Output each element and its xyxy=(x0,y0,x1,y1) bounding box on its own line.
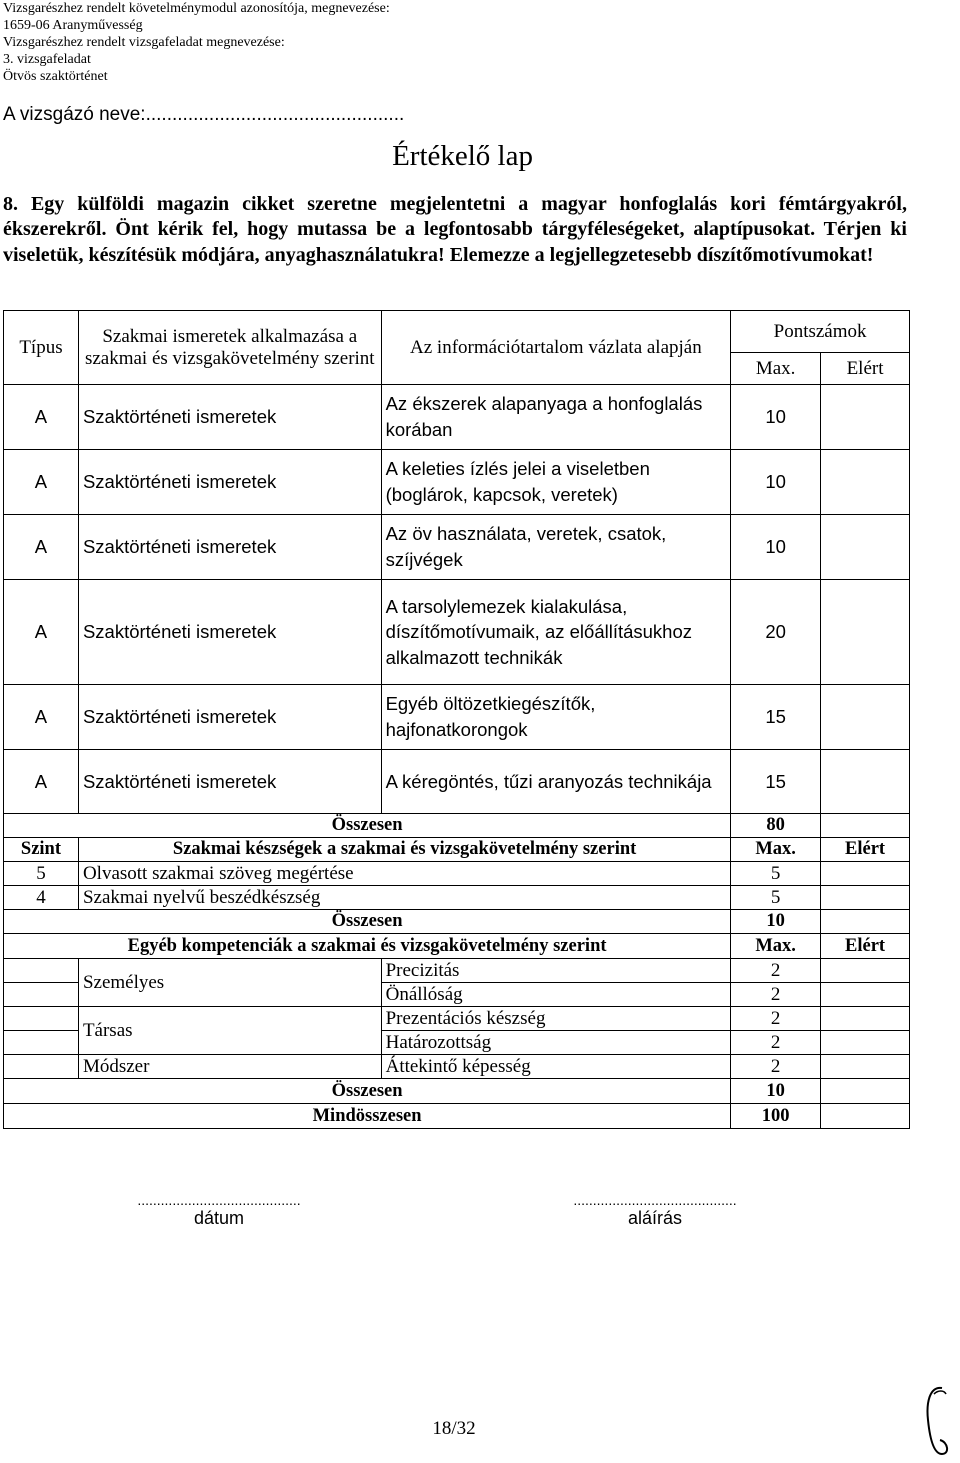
candidate-name-field: A vizsgázó neve:................................................. xyxy=(3,104,405,125)
row-spacer xyxy=(4,959,79,983)
row-max: 2 xyxy=(731,1055,821,1079)
row-knowledge: Szaktörténeti ismeretek xyxy=(78,750,381,814)
row-outline: A keleties ízlés jelei a viseletben (boglárok, kapcsok, veretek) xyxy=(381,450,731,515)
row-outline: Az ékszerek alapanyaga a honfoglalás korában xyxy=(381,385,731,450)
page-title-wrap xyxy=(0,140,908,173)
date-label: dátum xyxy=(193,1208,245,1228)
row-max: 2 xyxy=(731,983,821,1007)
row-achieved-cell[interactable] xyxy=(821,580,910,685)
col-header-achieved: Elért xyxy=(821,838,910,862)
row-max: 2 xyxy=(731,1007,821,1031)
table2-total-row xyxy=(4,910,910,934)
row-achieved-cell[interactable] xyxy=(821,1055,910,1079)
table-row xyxy=(4,450,910,515)
row-knowledge: Szaktörténeti ismeretek xyxy=(78,580,381,685)
total-max: 80 xyxy=(731,814,821,838)
table1-total-row xyxy=(4,814,910,838)
row-knowledge: Szaktörténeti ismeretek xyxy=(78,450,381,515)
table-row xyxy=(4,1055,910,1079)
grand-total-row xyxy=(4,1104,910,1129)
row-max: 10 xyxy=(731,515,821,580)
row-type: A xyxy=(4,750,79,814)
col-header-achieved: Elért xyxy=(821,353,910,385)
total-achieved-cell[interactable] xyxy=(821,1079,910,1104)
table2-header-row xyxy=(4,838,910,862)
table-row xyxy=(4,385,910,450)
header-line: Vizsgarészhez rendelt vizsgafeladat megnevezése: xyxy=(3,35,285,50)
row-max: 5 xyxy=(731,862,821,886)
row-achieved-cell[interactable] xyxy=(821,1007,910,1031)
row-max: 2 xyxy=(731,1031,821,1055)
row-max: 15 xyxy=(731,685,821,750)
row-group: Társas xyxy=(78,1007,381,1055)
table3-header-row xyxy=(4,934,910,959)
row-achieved-cell[interactable] xyxy=(821,983,910,1007)
row-level: 4 xyxy=(4,886,79,910)
row-level: 5 xyxy=(4,862,79,886)
row-knowledge: Szaktörténeti ismeretek xyxy=(78,515,381,580)
total-achieved-cell[interactable] xyxy=(821,910,910,934)
total-label: Összesen xyxy=(4,814,731,838)
grand-total-achieved-cell[interactable] xyxy=(821,1104,910,1129)
col-header-achieved: Elért xyxy=(821,934,910,959)
row-knowledge: Szaktörténeti ismeretek xyxy=(78,385,381,450)
row-achieved-cell[interactable] xyxy=(821,862,910,886)
row-max: 10 xyxy=(731,450,821,515)
row-outline: A kéregöntés, tűzi aranyozás technikája xyxy=(381,750,731,814)
row-spacer xyxy=(4,1031,79,1055)
row-spacer xyxy=(4,983,79,1007)
total-achieved-cell[interactable] xyxy=(821,814,910,838)
row-max: 15 xyxy=(731,750,821,814)
row-achieved-cell[interactable] xyxy=(821,1031,910,1055)
page-number: 18/32 xyxy=(432,1418,476,1439)
row-group: Módszer xyxy=(78,1055,381,1079)
row-achieved-cell[interactable] xyxy=(821,959,910,983)
row-knowledge: Szaktörténeti ismeretek xyxy=(78,685,381,750)
row-spacer xyxy=(4,1055,79,1079)
row-achieved-cell[interactable] xyxy=(821,750,910,814)
col-header-level: Szint xyxy=(4,838,79,862)
table-row xyxy=(4,1007,910,1031)
row-type: A xyxy=(4,580,79,685)
header-line: 1659-06 Aranyművesség xyxy=(3,18,143,33)
total-label: Összesen xyxy=(4,1079,731,1104)
row-outline: A tarsolylemezek kialakulása, díszítőmotívumaik, az előállításukhoz alkalmazott technikák xyxy=(381,580,731,685)
col-header-skills: Szakmai készségek a szakmai és vizsgakövetelmény szerint xyxy=(78,838,730,862)
total-label: Összesen xyxy=(4,910,731,934)
total-max: 10 xyxy=(731,1079,821,1104)
signature-block xyxy=(524,1192,786,1229)
col-header-competencies: Egyéb kompetenciák a szakmai és vizsgakövetelmény szerint xyxy=(4,934,731,959)
page-title: Értékelő lap xyxy=(392,140,533,172)
table-row xyxy=(4,580,910,685)
row-outline: Egyéb öltözetkiegészítők, hajfonatkorongok xyxy=(381,685,731,750)
document-header xyxy=(3,0,390,85)
row-type: A xyxy=(4,515,79,580)
header-line: 3. vizsgafeladat xyxy=(3,52,91,67)
row-achieved-cell[interactable] xyxy=(821,886,910,910)
row-achieved-cell[interactable] xyxy=(821,450,910,515)
table-row xyxy=(4,685,910,750)
row-achieved-cell[interactable] xyxy=(821,515,910,580)
signature-dots: .......................................... xyxy=(573,1192,737,1208)
row-skill: Olvasott szakmai szöveg megértése xyxy=(78,862,730,886)
date-dots: .......................................... xyxy=(137,1192,301,1208)
grand-total-max: 100 xyxy=(731,1104,821,1129)
col-header-max: Max. xyxy=(731,934,821,959)
row-type: A xyxy=(4,450,79,515)
col-header-knowledge: Szakmai ismeretek alkalmazása a szakmai és vizsgakövetelmény szerint xyxy=(78,311,381,385)
col-header-points: Pontszámok xyxy=(731,311,910,353)
row-max: 20 xyxy=(731,580,821,685)
row-competency: Áttekintő képesség xyxy=(381,1055,731,1079)
row-achieved-cell[interactable] xyxy=(821,685,910,750)
table-row xyxy=(4,862,910,886)
table1-header-row xyxy=(4,311,910,353)
row-competency: Határozottság xyxy=(381,1031,731,1055)
task-description: 8. Egy külföldi magazin cikket szeretne megjelentetni a magyar honfoglalás kori fémtárgyakról, ékszerekről. Önt kérik fel, hogy mutassa be a legfontosabb tárgyféleségeket, alaptípusokat. Térjen ki viseletük, készítésük módjára, anyaghasználatukra! Elemezze a legjellegzetesebb díszítőmotívumokat! xyxy=(3,193,907,266)
handwritten-mark-icon xyxy=(912,1380,958,1460)
grand-total-label: Mindösszesen xyxy=(4,1104,731,1129)
table3-total-row xyxy=(4,1079,910,1104)
header-line: Ötvös szaktörténet xyxy=(3,69,108,84)
row-group: Személyes xyxy=(78,959,381,1007)
evaluation-table xyxy=(3,310,910,1129)
table-row xyxy=(4,886,910,910)
row-spacer xyxy=(4,1007,79,1031)
col-header-max: Max. xyxy=(731,353,821,385)
table-row xyxy=(4,750,910,814)
header-line: Vizsgarészhez rendelt követelménymodul azonosítója, megnevezése: xyxy=(3,1,390,16)
col-header-outline: Az információtartalom vázlata alapján xyxy=(381,311,731,385)
row-competency: Precizitás xyxy=(381,959,731,983)
row-type: A xyxy=(4,385,79,450)
total-max: 10 xyxy=(731,910,821,934)
signature-label: aláírás xyxy=(627,1208,683,1228)
row-achieved-cell[interactable] xyxy=(821,385,910,450)
row-competency: Önállóság xyxy=(381,983,731,1007)
row-competency: Prezentációs készség xyxy=(381,1007,731,1031)
table-row xyxy=(4,515,910,580)
col-header-max: Max. xyxy=(731,838,821,862)
row-max: 5 xyxy=(731,886,821,910)
table-row xyxy=(4,959,910,983)
date-signature-block xyxy=(88,1192,350,1229)
row-type: A xyxy=(4,685,79,750)
row-max: 2 xyxy=(731,959,821,983)
row-max: 10 xyxy=(731,385,821,450)
row-skill: Szakmai nyelvű beszédkészség xyxy=(78,886,730,910)
col-header-type: Típus xyxy=(4,311,79,385)
row-outline: Az öv használata, veretek, csatok, szíjvégek xyxy=(381,515,731,580)
